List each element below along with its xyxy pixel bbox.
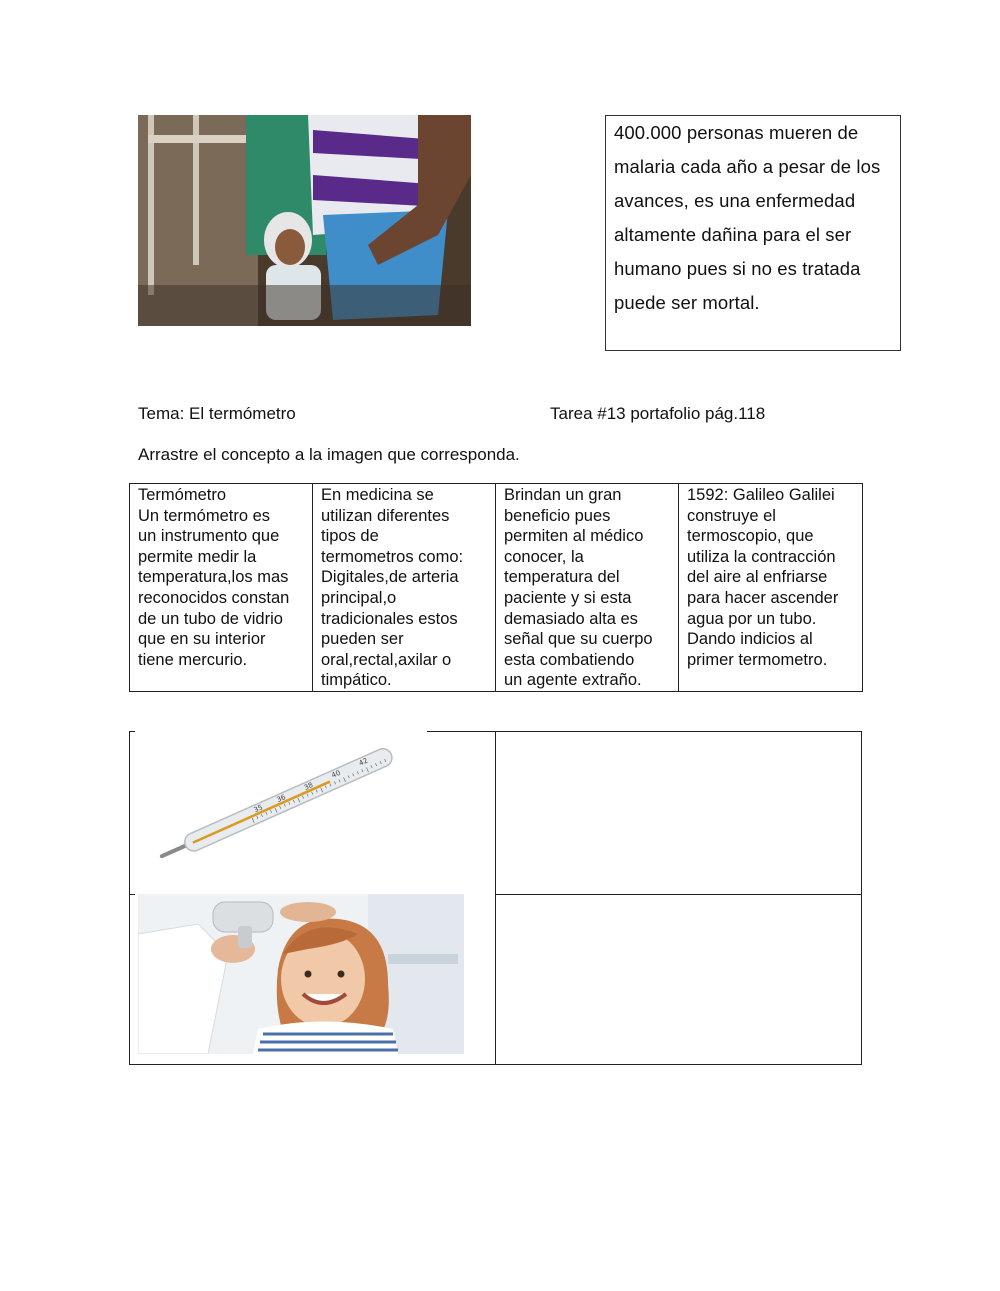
scale-label: 42 bbox=[357, 756, 370, 768]
glass-thermometer-image bbox=[150, 745, 420, 875]
malaria-photo bbox=[138, 115, 471, 326]
drop-zone-1[interactable] bbox=[497, 733, 860, 893]
malaria-line: altamente dañina para el ser bbox=[614, 224, 852, 245]
concept-card[interactable]: Termómetro Un termómetro es un instrumento que permite medir la temperatura,los mas reconocidos constan de un tubo de vidrio que en su interior tiene mercurio. bbox=[130, 484, 313, 692]
topic-label: Tema: El termómetro bbox=[138, 404, 296, 423]
malaria-line: avances, es una enfermedad bbox=[614, 190, 856, 211]
scale-label: 40 bbox=[330, 768, 342, 780]
malaria-line: malaria cada año a pesar de los bbox=[614, 156, 881, 177]
drop-zone-2[interactable] bbox=[497, 896, 860, 1063]
malaria-line: humano pues si no es tratada bbox=[614, 258, 861, 279]
child-thermometer-image bbox=[138, 894, 464, 1054]
concept-card[interactable]: En medicina se utilizan diferentes tipos de termometros como: Digitales,de arteria principal,o tradicionales estos pueden ser oral,rectal,axilar o timpático. bbox=[313, 484, 496, 692]
scale-label: 36 bbox=[275, 793, 287, 805]
instruction-text: Arrastre el concepto a la imagen que corresponda. bbox=[138, 445, 520, 464]
scale-label: 38 bbox=[302, 780, 315, 792]
assignment-label: Tarea #13 portafolio pág.118 bbox=[550, 404, 766, 423]
malaria-line: puede ser mortal. bbox=[614, 292, 760, 313]
scale-label: 35 bbox=[252, 803, 265, 815]
concepts-table bbox=[129, 483, 863, 692]
malaria-text-box bbox=[605, 115, 901, 351]
concept-card[interactable]: 1592: Galileo Galilei construye el termoscopio, que utiliza la contracción del aire al enfriarse para hacer ascender agua por un tubo. Dando indicios al primer termometro. bbox=[679, 484, 863, 692]
malaria-line: 400.000 personas mueren de bbox=[614, 122, 859, 143]
concept-card[interactable]: Brindan un gran beneficio pues permiten al médico conocer, la temperatura del paciente y si esta demasiado alta es señal que su cuerpo esta combatiendo un agente extraño. bbox=[496, 484, 679, 692]
